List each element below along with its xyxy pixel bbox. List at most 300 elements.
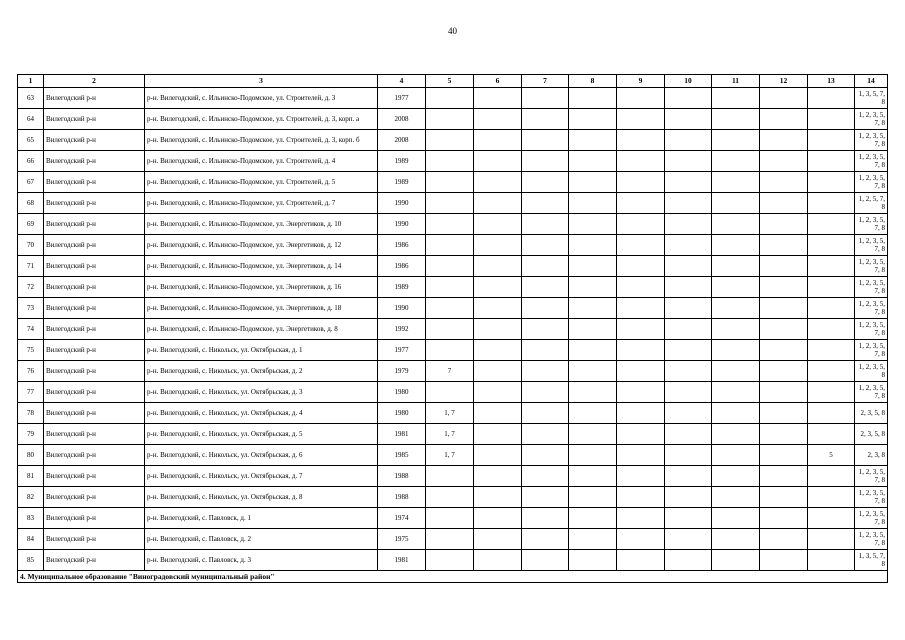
address-cell: р-н. Вилегодский, с. Никольск, ул. Октябрьская, д. 3 xyxy=(145,382,378,403)
address-cell: р-н. Вилегодский, с. Никольск, ул. Октябрьская, д. 8 xyxy=(145,487,378,508)
year-cell: 1977 xyxy=(378,340,426,361)
col5-cell xyxy=(426,151,474,172)
district-cell: Вилегодский р-н xyxy=(44,193,145,214)
address-cell: р-н. Вилегодский, с. Павловск, д. 2 xyxy=(145,529,378,550)
col12-cell xyxy=(760,151,808,172)
col14-cell: 1, 2, 3, 5, 7, 8 xyxy=(855,256,888,277)
row-number-cell: 67 xyxy=(18,172,44,193)
col5-cell: 7 xyxy=(426,361,474,382)
col6-cell xyxy=(474,172,522,193)
col8-cell xyxy=(569,529,617,550)
col12-cell xyxy=(760,172,808,193)
address-cell: р-н. Вилегодский, с. Ильинско-Подомское, ул. Строителей, д. 7 xyxy=(145,193,378,214)
col14-cell: 1, 2, 3, 5, 7, 8 xyxy=(855,172,888,193)
table-row xyxy=(18,235,888,256)
table-row xyxy=(18,529,888,550)
address-cell: р-н. Вилегодский, с. Ильинско-Подомское, ул. Энергетиков, д. 16 xyxy=(145,277,378,298)
col12-cell xyxy=(760,529,808,550)
col6-cell xyxy=(474,256,522,277)
col14-cell: 1, 2, 3, 5, 7, 8 xyxy=(855,277,888,298)
col12-cell xyxy=(760,508,808,529)
col6-cell xyxy=(474,550,522,571)
col9-cell xyxy=(617,319,665,340)
address-cell: р-н. Вилегодский, с. Ильинско-Подомское, ул. Строителей, д. 3, корп. а xyxy=(145,109,378,130)
district-cell: Вилегодский р-н xyxy=(44,424,145,445)
col8-cell xyxy=(569,214,617,235)
col7-cell xyxy=(522,193,569,214)
table-row xyxy=(18,298,888,319)
col7-cell xyxy=(522,172,569,193)
col13-cell xyxy=(808,508,855,529)
table-row xyxy=(18,109,888,130)
col13-cell xyxy=(808,487,855,508)
col14-cell: 2, 3, 5, 8 xyxy=(855,424,888,445)
col6-cell xyxy=(474,109,522,130)
col7-cell xyxy=(522,529,569,550)
col8-cell xyxy=(569,466,617,487)
col9-cell xyxy=(617,109,665,130)
row-number-cell: 64 xyxy=(18,109,44,130)
col11-cell xyxy=(712,424,760,445)
col6-cell xyxy=(474,445,522,466)
col11-cell xyxy=(712,193,760,214)
year-cell: 1974 xyxy=(378,508,426,529)
col8-cell xyxy=(569,88,617,109)
column-header-8: 8 xyxy=(569,75,617,88)
year-cell: 1981 xyxy=(378,424,426,445)
col10-cell xyxy=(665,151,712,172)
col7-cell xyxy=(522,508,569,529)
col13-cell xyxy=(808,298,855,319)
address-cell: р-н. Вилегодский, с. Ильинско-Подомское, ул. Энергетиков, д. 14 xyxy=(145,256,378,277)
district-cell: Вилегодский р-н xyxy=(44,487,145,508)
row-number-cell: 71 xyxy=(18,256,44,277)
address-cell: р-н. Вилегодский, с. Ильинско-Подомское, ул. Энергетиков, д. 18 xyxy=(145,298,378,319)
col7-cell xyxy=(522,403,569,424)
register-table xyxy=(17,74,888,583)
column-header-5: 5 xyxy=(426,75,474,88)
col6-cell xyxy=(474,529,522,550)
district-cell: Вилегодский р-н xyxy=(44,298,145,319)
col11-cell xyxy=(712,130,760,151)
row-number-cell: 77 xyxy=(18,382,44,403)
col14-cell: 1, 2, 3, 5, 7, 8 xyxy=(855,151,888,172)
col10-cell xyxy=(665,235,712,256)
col11-cell xyxy=(712,298,760,319)
col7-cell xyxy=(522,340,569,361)
district-cell: Вилегодский р-н xyxy=(44,235,145,256)
col5-cell: 1, 7 xyxy=(426,445,474,466)
col12-cell xyxy=(760,235,808,256)
col12-cell xyxy=(760,298,808,319)
col10-cell xyxy=(665,508,712,529)
table-row xyxy=(18,193,888,214)
col10-cell xyxy=(665,256,712,277)
year-cell: 2008 xyxy=(378,109,426,130)
col12-cell xyxy=(760,88,808,109)
row-number-cell: 68 xyxy=(18,193,44,214)
address-cell: р-н. Вилегодский, с. Никольск, ул. Октябрьская, д. 4 xyxy=(145,403,378,424)
col9-cell xyxy=(617,193,665,214)
district-cell: Вилегодский р-н xyxy=(44,277,145,298)
col13-cell xyxy=(808,88,855,109)
col10-cell xyxy=(665,130,712,151)
address-cell: р-н. Вилегодский, с. Ильинско-Подомское, ул. Энергетиков, д. 10 xyxy=(145,214,378,235)
district-cell: Вилегодский р-н xyxy=(44,172,145,193)
col10-cell xyxy=(665,403,712,424)
col14-cell: 1, 2, 3, 5, 8 xyxy=(855,361,888,382)
col12-cell xyxy=(760,424,808,445)
address-cell: р-н. Вилегодский, с. Ильинско-Подомское, ул. Строителей, д. 5 xyxy=(145,172,378,193)
col6-cell xyxy=(474,340,522,361)
column-header-10: 10 xyxy=(665,75,712,88)
year-cell: 1975 xyxy=(378,529,426,550)
col9-cell xyxy=(617,550,665,571)
col13-cell xyxy=(808,529,855,550)
col6-cell xyxy=(474,298,522,319)
col10-cell xyxy=(665,172,712,193)
table-row xyxy=(18,424,888,445)
col10-cell xyxy=(665,424,712,445)
col13-cell xyxy=(808,193,855,214)
col6-cell xyxy=(474,130,522,151)
col6-cell xyxy=(474,382,522,403)
address-cell: р-н. Вилегодский, с. Павловск, д. 3 xyxy=(145,550,378,571)
address-cell: р-н. Вилегодский, с. Никольск, ул. Октябрьская, д. 1 xyxy=(145,340,378,361)
col11-cell xyxy=(712,88,760,109)
address-cell: р-н. Вилегодский, с. Никольск, ул. Октябрьская, д. 6 xyxy=(145,445,378,466)
col8-cell xyxy=(569,151,617,172)
col14-cell: 1, 2, 3, 5, 7, 8 xyxy=(855,109,888,130)
year-cell: 1980 xyxy=(378,382,426,403)
col11-cell xyxy=(712,277,760,298)
district-cell: Вилегодский р-н xyxy=(44,529,145,550)
col7-cell xyxy=(522,487,569,508)
year-cell: 1986 xyxy=(378,256,426,277)
district-cell: Вилегодский р-н xyxy=(44,130,145,151)
col5-cell xyxy=(426,298,474,319)
row-number-cell: 84 xyxy=(18,529,44,550)
col14-cell: 1, 2, 3, 5, 7, 8 xyxy=(855,340,888,361)
year-cell: 1979 xyxy=(378,361,426,382)
col5-cell xyxy=(426,235,474,256)
col7-cell xyxy=(522,130,569,151)
row-number-cell: 75 xyxy=(18,340,44,361)
col8-cell xyxy=(569,550,617,571)
col9-cell xyxy=(617,529,665,550)
year-cell: 2008 xyxy=(378,130,426,151)
row-number-cell: 76 xyxy=(18,361,44,382)
column-header-12: 12 xyxy=(760,75,808,88)
col9-cell xyxy=(617,487,665,508)
col9-cell xyxy=(617,340,665,361)
col14-cell: 1, 2, 3, 5, 7, 8 xyxy=(855,130,888,151)
col12-cell xyxy=(760,130,808,151)
col14-cell: 1, 3, 5, 7, 8 xyxy=(855,88,888,109)
col9-cell xyxy=(617,298,665,319)
table-row xyxy=(18,151,888,172)
row-number-cell: 85 xyxy=(18,550,44,571)
col9-cell xyxy=(617,235,665,256)
col5-cell xyxy=(426,130,474,151)
address-cell: р-н. Вилегодский, с. Никольск, ул. Октябрьская, д. 7 xyxy=(145,466,378,487)
col8-cell xyxy=(569,361,617,382)
col11-cell xyxy=(712,466,760,487)
table-row xyxy=(18,466,888,487)
col7-cell xyxy=(522,256,569,277)
year-cell: 1977 xyxy=(378,88,426,109)
col13-cell xyxy=(808,340,855,361)
col12-cell xyxy=(760,550,808,571)
row-number-cell: 63 xyxy=(18,88,44,109)
year-cell: 1990 xyxy=(378,193,426,214)
col9-cell xyxy=(617,382,665,403)
column-header-13: 13 xyxy=(808,75,855,88)
col6-cell xyxy=(474,214,522,235)
address-cell: р-н. Вилегодский, с. Павловск, д. 1 xyxy=(145,508,378,529)
col7-cell xyxy=(522,466,569,487)
col9-cell xyxy=(617,277,665,298)
address-cell: р-н. Вилегодский, с. Ильинско-Подомское, ул. Строителей, д. 3, корп. б xyxy=(145,130,378,151)
address-cell: р-н. Вилегодский, с. Ильинско-Подомское, ул. Строителей, д. 3 xyxy=(145,88,378,109)
col7-cell xyxy=(522,361,569,382)
col7-cell xyxy=(522,445,569,466)
year-cell: 1989 xyxy=(378,277,426,298)
table-row xyxy=(18,214,888,235)
page-number: 40 xyxy=(448,26,457,36)
col6-cell xyxy=(474,508,522,529)
col8-cell xyxy=(569,130,617,151)
table-row xyxy=(18,361,888,382)
year-cell: 1981 xyxy=(378,550,426,571)
col11-cell xyxy=(712,403,760,424)
col12-cell xyxy=(760,277,808,298)
col11-cell xyxy=(712,529,760,550)
table-row xyxy=(18,88,888,109)
col11-cell xyxy=(712,319,760,340)
col9-cell xyxy=(617,508,665,529)
col10-cell xyxy=(665,340,712,361)
column-header-14: 14 xyxy=(855,75,888,88)
col10-cell xyxy=(665,193,712,214)
col11-cell xyxy=(712,445,760,466)
col11-cell xyxy=(712,256,760,277)
col7-cell xyxy=(522,382,569,403)
col8-cell xyxy=(569,445,617,466)
col5-cell: 1, 7 xyxy=(426,424,474,445)
year-cell: 1989 xyxy=(378,151,426,172)
col9-cell xyxy=(617,403,665,424)
col13-cell: 5 xyxy=(808,445,855,466)
col14-cell: 1, 2, 3, 5, 7, 8 xyxy=(855,529,888,550)
col6-cell xyxy=(474,277,522,298)
col12-cell xyxy=(760,361,808,382)
col6-cell xyxy=(474,424,522,445)
col9-cell xyxy=(617,214,665,235)
col5-cell xyxy=(426,487,474,508)
col5-cell xyxy=(426,109,474,130)
col9-cell xyxy=(617,151,665,172)
col14-cell: 1, 2, 3, 5, 7, 8 xyxy=(855,214,888,235)
col11-cell xyxy=(712,508,760,529)
col6-cell xyxy=(474,361,522,382)
col14-cell: 1, 2, 3, 5, 7, 8 xyxy=(855,235,888,256)
col8-cell xyxy=(569,298,617,319)
col11-cell xyxy=(712,109,760,130)
col13-cell xyxy=(808,403,855,424)
col12-cell xyxy=(760,109,808,130)
col8-cell xyxy=(569,235,617,256)
col10-cell xyxy=(665,298,712,319)
table-row xyxy=(18,256,888,277)
col8-cell xyxy=(569,109,617,130)
column-header-1: 1 xyxy=(18,75,44,88)
col5-cell xyxy=(426,550,474,571)
row-number-cell: 79 xyxy=(18,424,44,445)
col8-cell xyxy=(569,172,617,193)
col6-cell xyxy=(474,235,522,256)
col6-cell xyxy=(474,151,522,172)
col13-cell xyxy=(808,466,855,487)
col11-cell xyxy=(712,151,760,172)
col7-cell xyxy=(522,151,569,172)
col9-cell xyxy=(617,424,665,445)
col12-cell xyxy=(760,487,808,508)
col13-cell xyxy=(808,382,855,403)
col13-cell xyxy=(808,256,855,277)
col5-cell xyxy=(426,88,474,109)
col7-cell xyxy=(522,298,569,319)
district-cell: Вилегодский р-н xyxy=(44,361,145,382)
col6-cell xyxy=(474,403,522,424)
col9-cell xyxy=(617,256,665,277)
col9-cell xyxy=(617,445,665,466)
col12-cell xyxy=(760,256,808,277)
col9-cell xyxy=(617,130,665,151)
col10-cell xyxy=(665,550,712,571)
col9-cell xyxy=(617,88,665,109)
col8-cell xyxy=(569,256,617,277)
year-cell: 1980 xyxy=(378,403,426,424)
col6-cell xyxy=(474,319,522,340)
col7-cell xyxy=(522,277,569,298)
col12-cell xyxy=(760,340,808,361)
col14-cell: 1, 2, 3, 5, 7, 8 xyxy=(855,466,888,487)
table-row xyxy=(18,550,888,571)
col10-cell xyxy=(665,361,712,382)
col13-cell xyxy=(808,361,855,382)
district-cell: Вилегодский р-н xyxy=(44,340,145,361)
row-number-cell: 82 xyxy=(18,487,44,508)
address-cell: р-н. Вилегодский, с. Ильинско-Подомское, ул. Энергетиков, д. 8 xyxy=(145,319,378,340)
table-row xyxy=(18,340,888,361)
column-header-11: 11 xyxy=(712,75,760,88)
col8-cell xyxy=(569,277,617,298)
district-cell: Вилегодский р-н xyxy=(44,403,145,424)
row-number-cell: 69 xyxy=(18,214,44,235)
col8-cell xyxy=(569,319,617,340)
col10-cell xyxy=(665,88,712,109)
col14-cell: 1, 2, 3, 5, 7, 8 xyxy=(855,487,888,508)
col10-cell xyxy=(665,445,712,466)
col10-cell xyxy=(665,529,712,550)
col9-cell xyxy=(617,466,665,487)
col10-cell xyxy=(665,109,712,130)
district-cell: Вилегодский р-н xyxy=(44,382,145,403)
col8-cell xyxy=(569,508,617,529)
table-row xyxy=(18,319,888,340)
col14-cell: 2, 3, 8 xyxy=(855,445,888,466)
col6-cell xyxy=(474,88,522,109)
col12-cell xyxy=(760,403,808,424)
district-cell: Вилегодский р-н xyxy=(44,508,145,529)
col7-cell xyxy=(522,214,569,235)
col12-cell xyxy=(760,466,808,487)
col8-cell xyxy=(569,424,617,445)
district-cell: Вилегодский р-н xyxy=(44,151,145,172)
col10-cell xyxy=(665,487,712,508)
col11-cell xyxy=(712,172,760,193)
table-row xyxy=(18,445,888,466)
col11-cell xyxy=(712,214,760,235)
col8-cell xyxy=(569,382,617,403)
col14-cell: 1, 3, 5, 7, 8 xyxy=(855,550,888,571)
column-header-2: 2 xyxy=(44,75,145,88)
row-number-cell: 80 xyxy=(18,445,44,466)
header-row xyxy=(18,75,888,88)
col5-cell xyxy=(426,382,474,403)
col7-cell xyxy=(522,235,569,256)
col5-cell xyxy=(426,529,474,550)
col5-cell xyxy=(426,340,474,361)
col14-cell: 1, 2, 3, 5, 7, 8 xyxy=(855,319,888,340)
col10-cell xyxy=(665,277,712,298)
col5-cell xyxy=(426,277,474,298)
table-row xyxy=(18,277,888,298)
col7-cell xyxy=(522,550,569,571)
year-cell: 1989 xyxy=(378,172,426,193)
row-number-cell: 65 xyxy=(18,130,44,151)
col12-cell xyxy=(760,319,808,340)
table-row xyxy=(18,487,888,508)
col8-cell xyxy=(569,487,617,508)
row-number-cell: 70 xyxy=(18,235,44,256)
year-cell: 1990 xyxy=(378,298,426,319)
column-header-7: 7 xyxy=(522,75,569,88)
col5-cell xyxy=(426,214,474,235)
district-cell: Вилегодский р-н xyxy=(44,214,145,235)
row-number-cell: 83 xyxy=(18,508,44,529)
col5-cell: 1, 7 xyxy=(426,403,474,424)
address-cell: р-н. Вилегодский, с. Никольск, ул. Октябрьская, д. 5 xyxy=(145,424,378,445)
row-number-cell: 74 xyxy=(18,319,44,340)
col5-cell xyxy=(426,256,474,277)
col7-cell xyxy=(522,319,569,340)
section-title: 4. Муниципальное образование "Виноградовский муниципальный район" xyxy=(18,571,888,583)
row-number-cell: 78 xyxy=(18,403,44,424)
col8-cell xyxy=(569,340,617,361)
col5-cell xyxy=(426,508,474,529)
district-cell: Вилегодский р-н xyxy=(44,445,145,466)
col11-cell xyxy=(712,487,760,508)
row-number-cell: 73 xyxy=(18,298,44,319)
col12-cell xyxy=(760,214,808,235)
col5-cell xyxy=(426,193,474,214)
col14-cell: 2, 3, 5, 8 xyxy=(855,403,888,424)
address-cell: р-н. Вилегодский, с. Ильинско-Подомское, ул. Строителей, д. 4 xyxy=(145,151,378,172)
section-row xyxy=(18,571,888,583)
year-cell: 1988 xyxy=(378,466,426,487)
